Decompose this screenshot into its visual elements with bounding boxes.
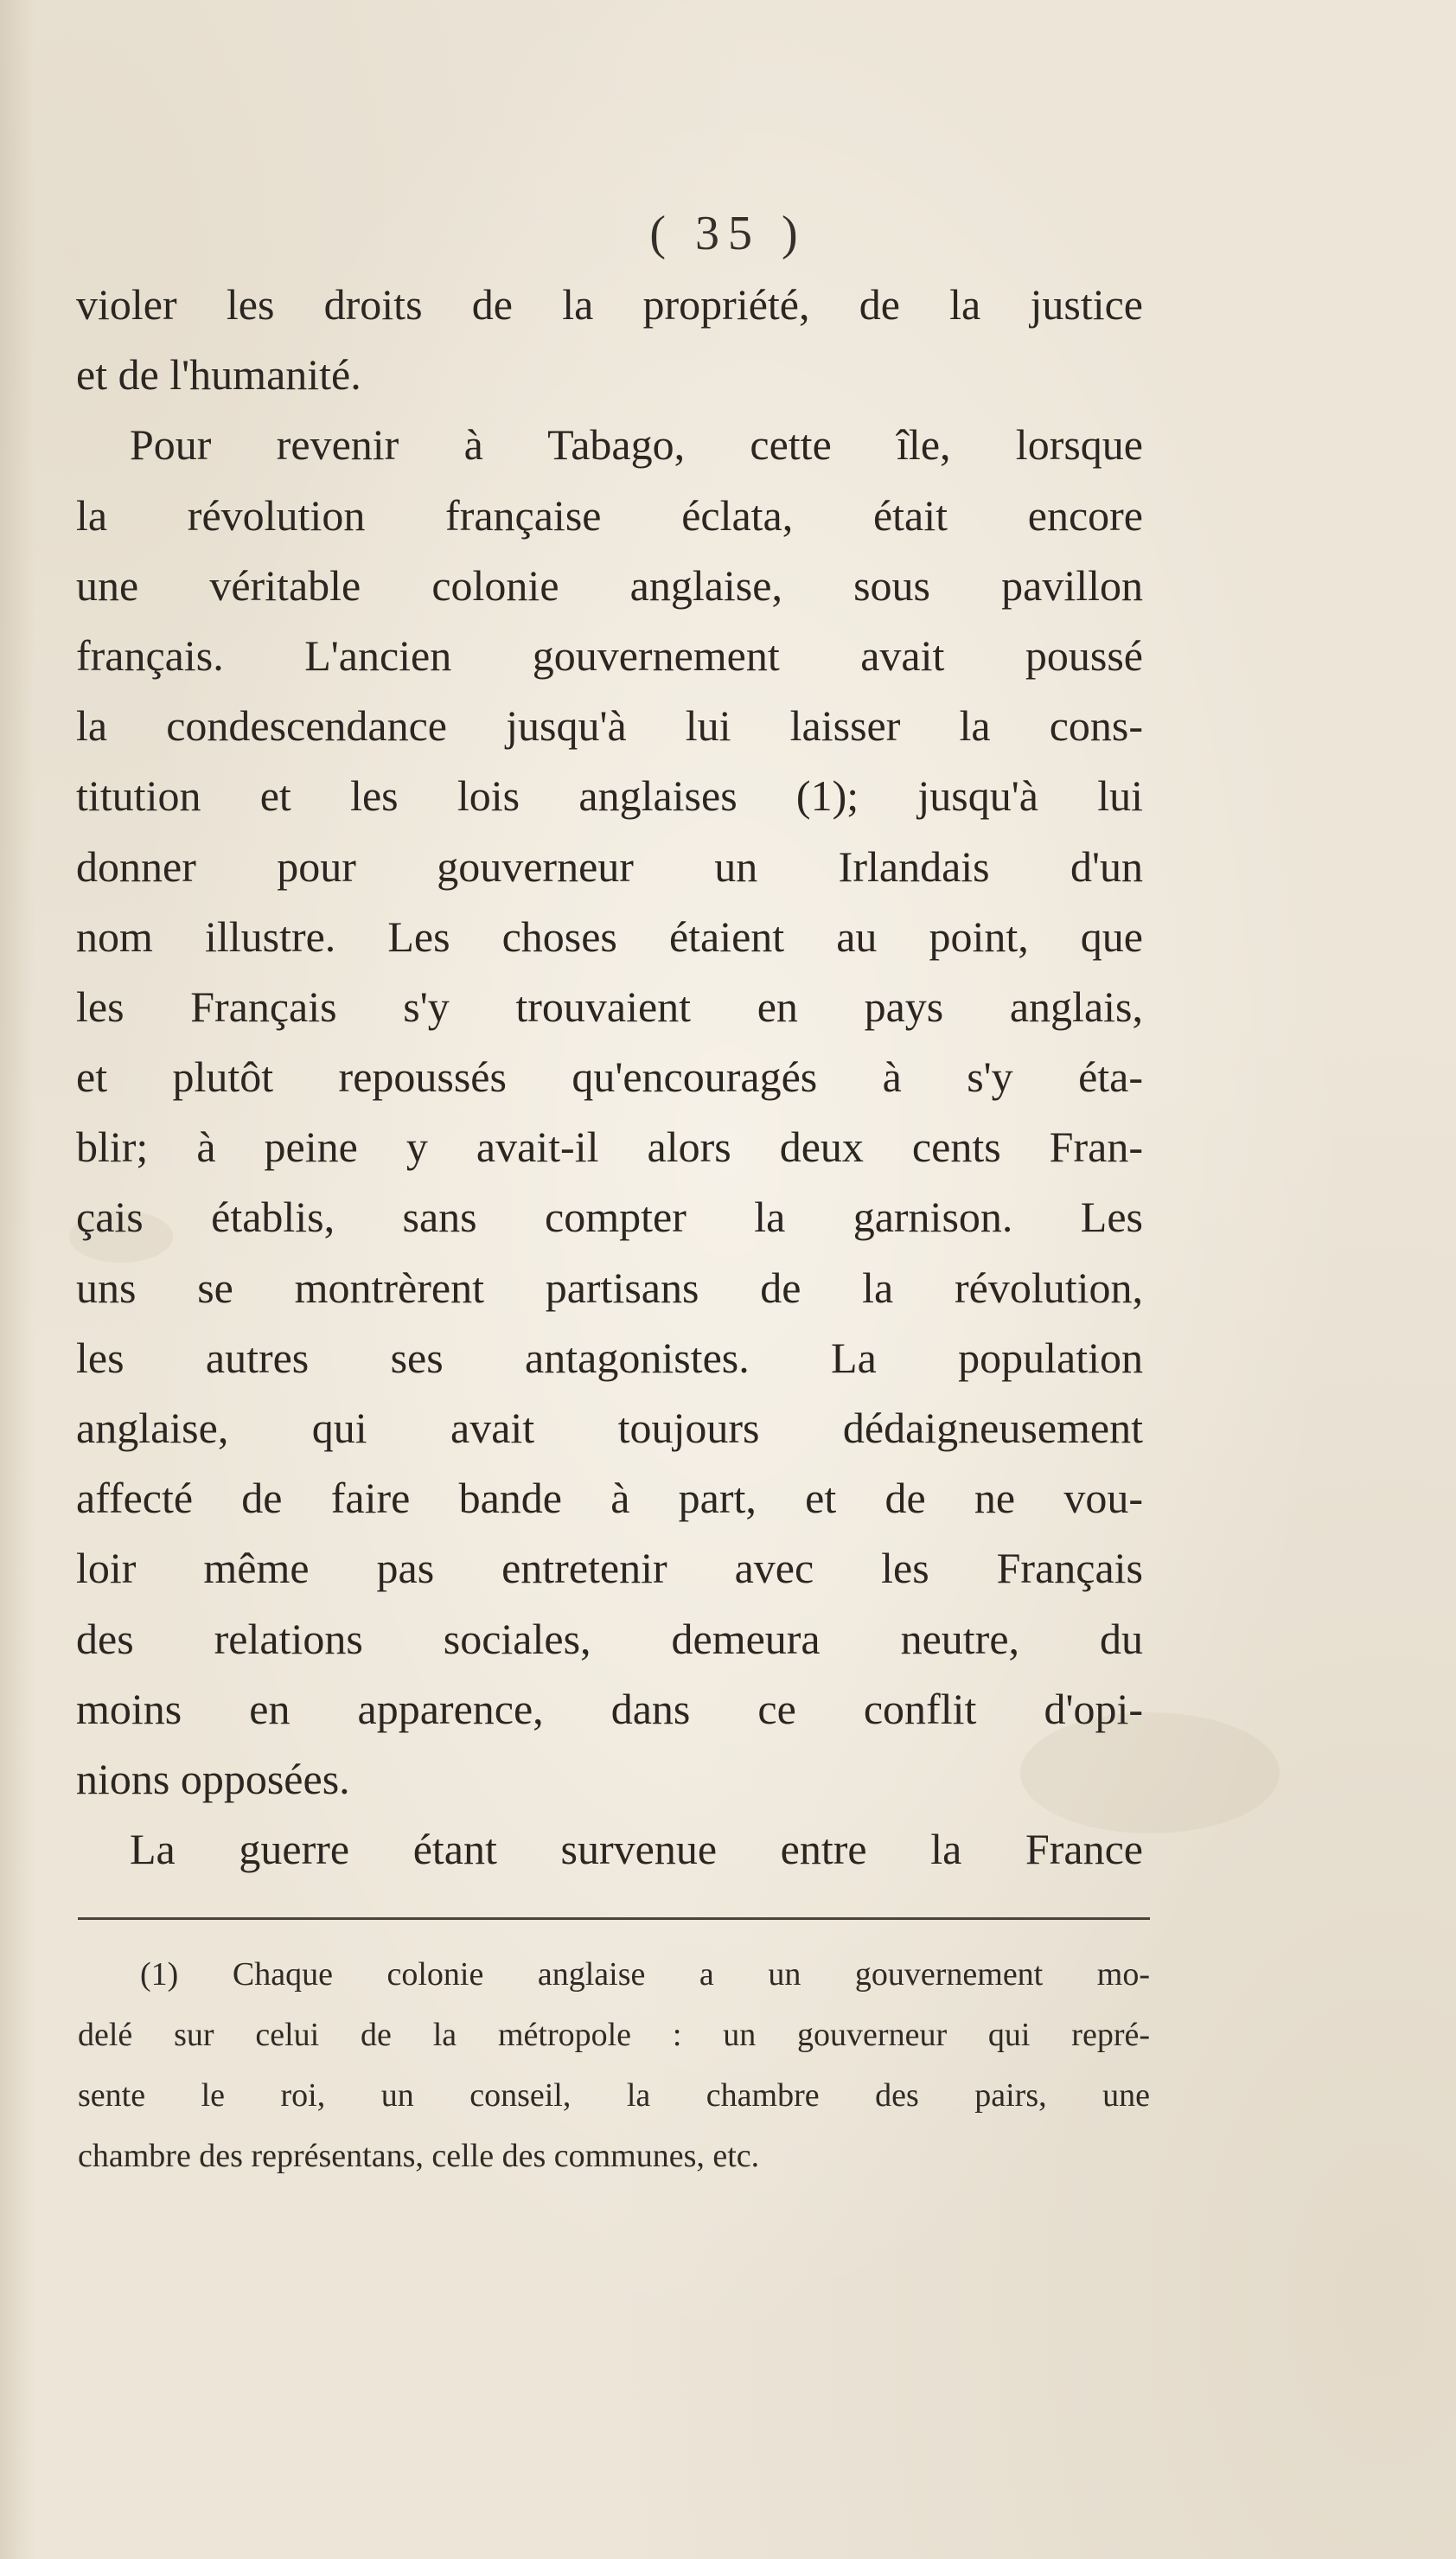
text-line: titution et les lois anglaises (1); jusqu'à lui (76, 771, 1143, 821)
footnote-divider (78, 1917, 1150, 1920)
page-gutter-shading (0, 0, 35, 2559)
text-line: çais établis, sans compter la garnison. Les (76, 1193, 1143, 1242)
text-line: La guerre étant survenue entre la France (130, 1825, 1143, 1874)
text-line: Pour revenir à Tabago, cette île, lorsque (130, 420, 1143, 470)
text-line: uns se montrèrent partisans de la révolution, (76, 1263, 1143, 1312)
page-number: ( 35 ) (649, 207, 807, 260)
text-line: la révolution française éclata, était encore (76, 490, 1143, 540)
text-line: et plutôt repoussés qu'encouragés à s'y éta- (76, 1052, 1143, 1102)
text-line: des relations sociales, demeura neutre, du (76, 1614, 1143, 1663)
text-line: moins en apparence, dans ce conflit d'opi- (76, 1684, 1143, 1733)
footnote (78, 1944, 1150, 2186)
text-line: et de l'humanité. (76, 350, 361, 400)
footnote-line: sente le roi, un conseil, la chambre des pairs, une (78, 2077, 1150, 2114)
text-line: une véritable colonie anglaise, sous pavillon (76, 560, 1143, 610)
text-line: les Français s'y trouvaient en pays anglais, (76, 982, 1143, 1031)
footnote-line: delé sur celui de la métropole : un gouverneur qui repré- (78, 2017, 1150, 2053)
text-line: nom illustre. Les choses étaient au point, que (76, 912, 1143, 961)
text-line: la condescendance jusqu'à lui laisser la cons- (76, 701, 1143, 751)
text-line: nions opposées. (76, 1754, 350, 1803)
footnote-line: (1) Chaque colonie anglaise a un gouvernement mo- (140, 1956, 1150, 1993)
text-line: violer les droits de la propriété, de la justice (76, 280, 1143, 329)
footnote-line: chambre des représentans, celle des communes, etc. (78, 2138, 760, 2174)
text-line: les autres ses antagonistes. La population (76, 1333, 1143, 1382)
text-line: français. L'ancien gouvernement avait poussé (76, 630, 1143, 680)
text-line: donner pour gouverneur un Irlandais d'un (76, 841, 1143, 891)
text-line: anglaise, qui avait toujours dédaigneusement (76, 1404, 1143, 1452)
text-line: loir même pas entretenir avec les Français (76, 1544, 1143, 1593)
body-text (76, 270, 1143, 1884)
text-line: affecté de faire bande à part, et de ne vou- (76, 1474, 1143, 1523)
text-line: blir; à peine y avait-il alors deux cents Fran- (76, 1123, 1143, 1172)
